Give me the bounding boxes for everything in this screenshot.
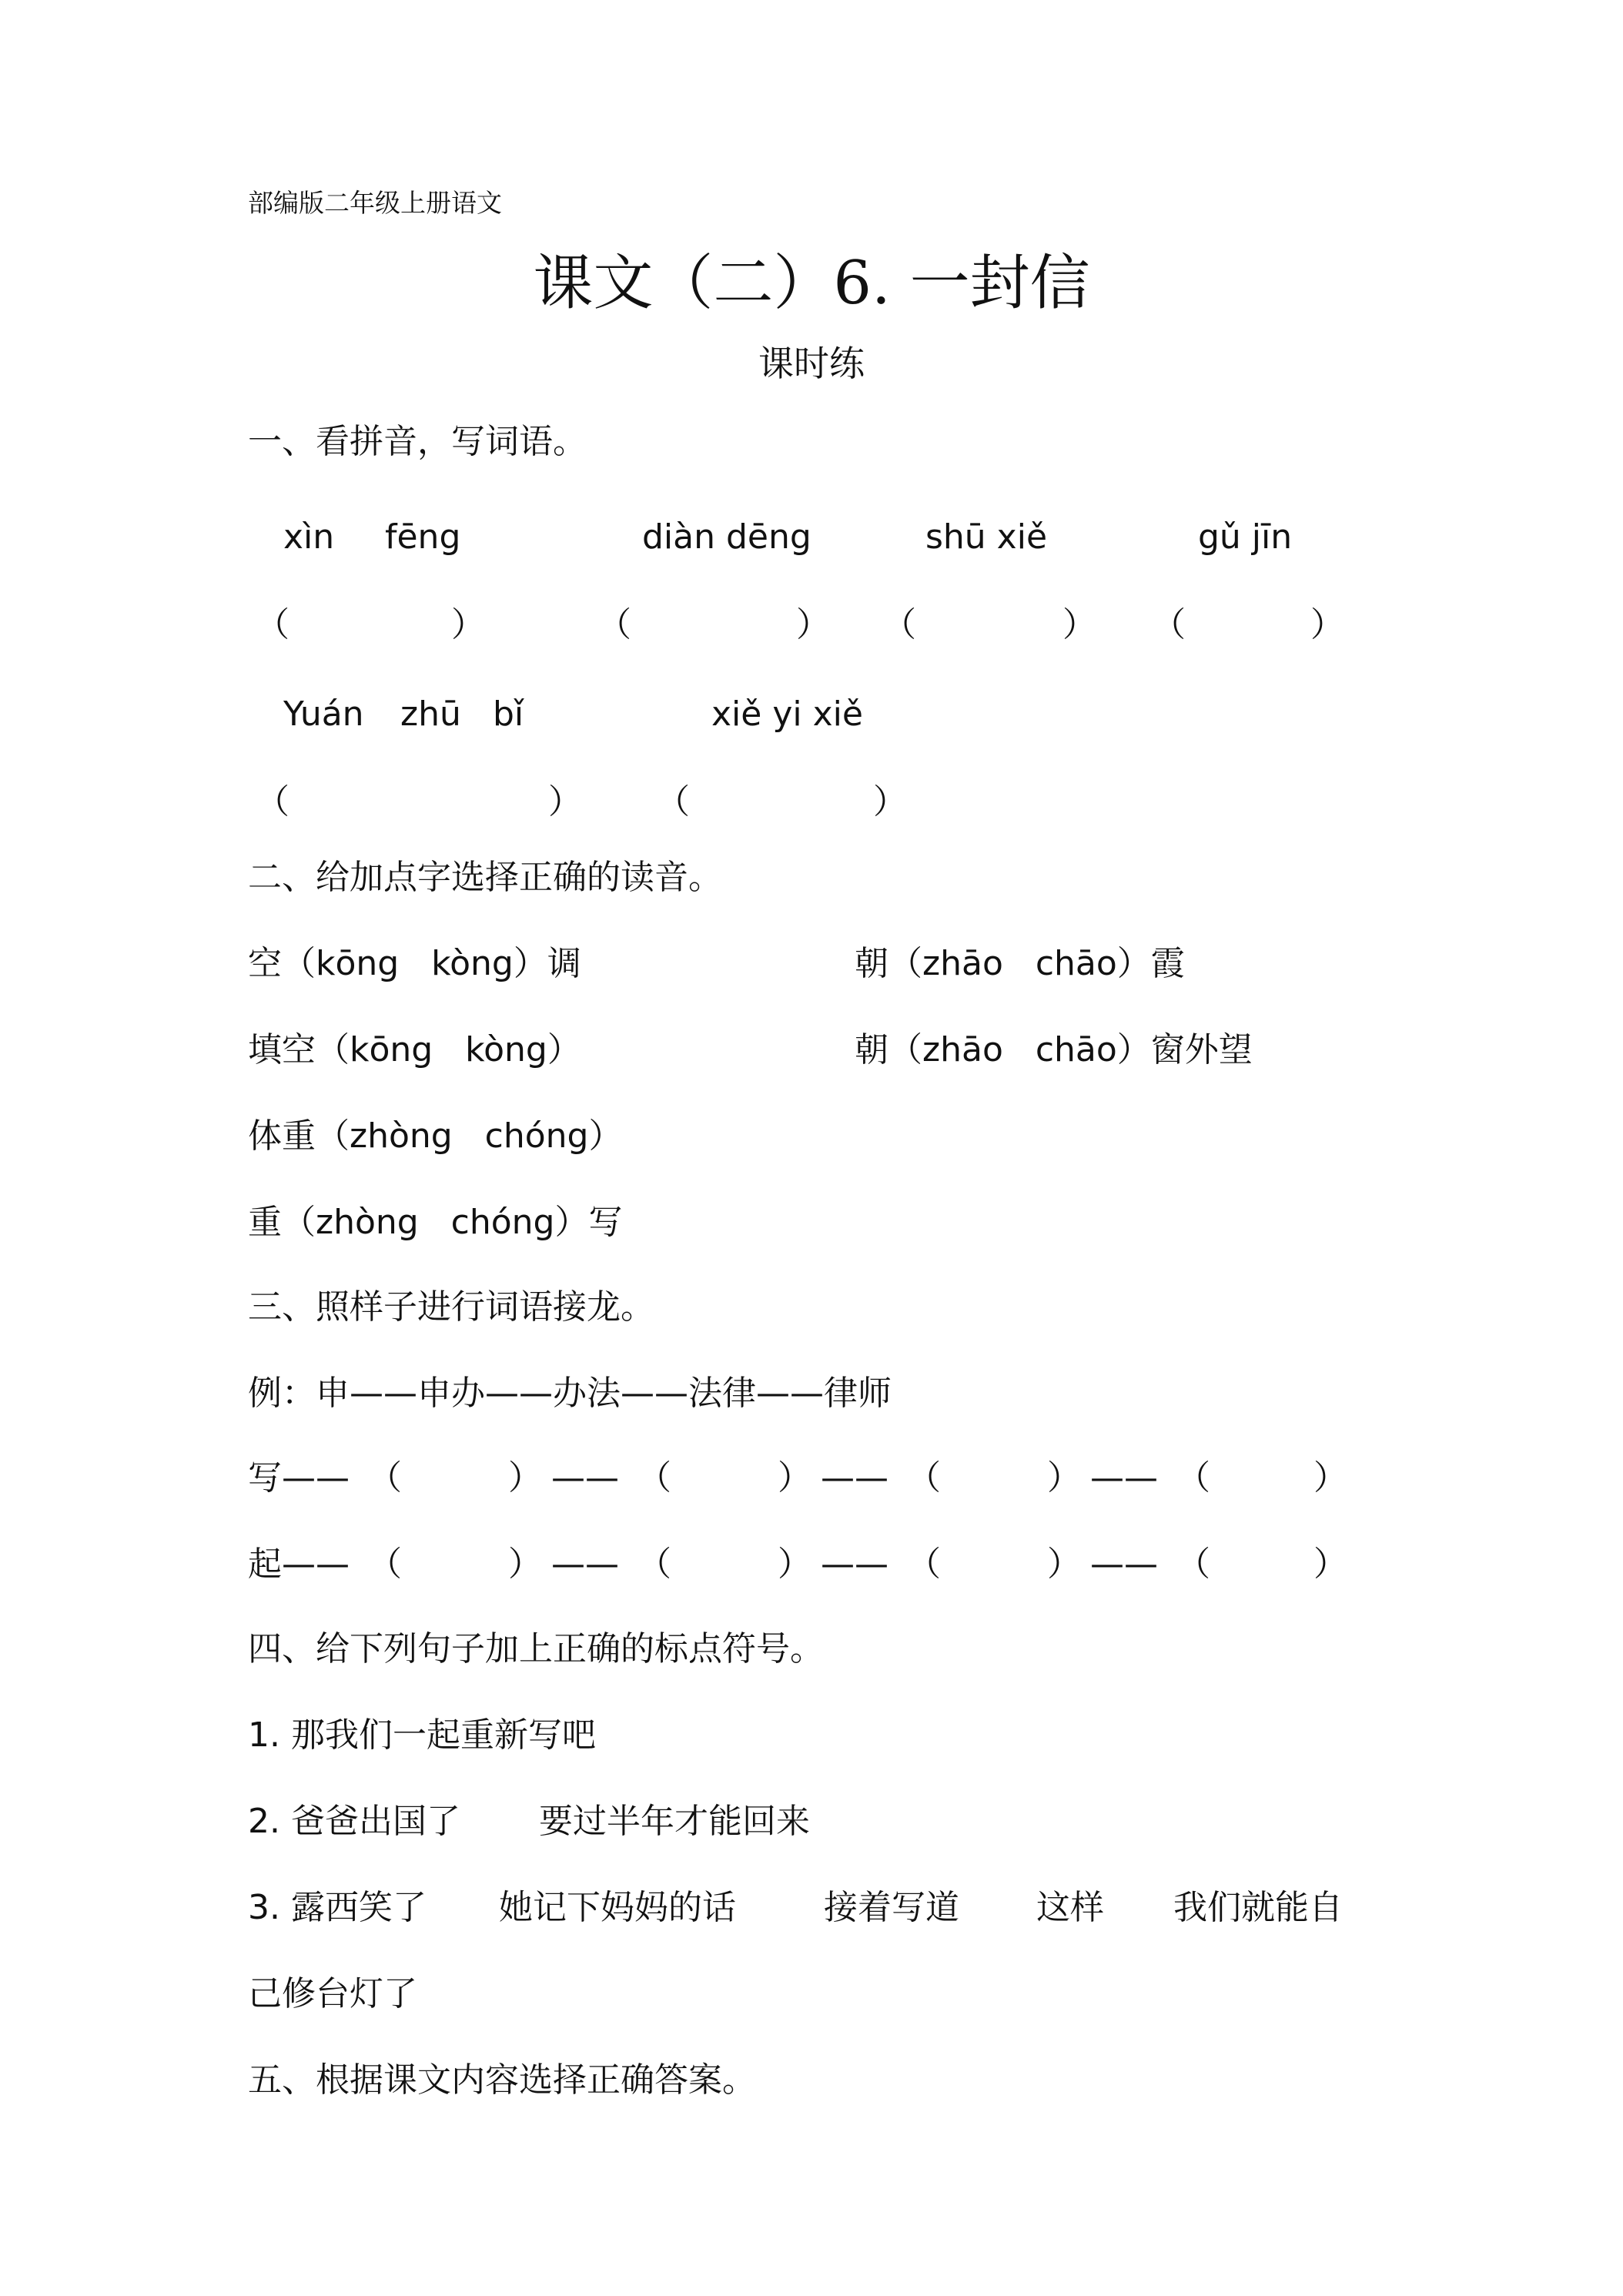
- sentence-3-part-1: 3. 露西笑了: [248, 1888, 427, 1927]
- pinyin-shuxie: shū xiě: [925, 517, 1048, 557]
- answer-blank-4-open[interactable]: （: [1152, 605, 1186, 644]
- answer-blank-4-close[interactable]: ）: [1310, 605, 1344, 644]
- answer-blank-1-open[interactable]: （: [256, 605, 289, 644]
- chain-blank-close[interactable]: ）: [1047, 1458, 1081, 1498]
- page-title: 课文（二）6. 一封信: [533, 249, 1090, 318]
- answer-blank-6-open[interactable]: （: [656, 782, 690, 822]
- chain-blank-close[interactable]: ）: [1313, 1458, 1347, 1498]
- reading-item-chongxie: 重（zhòng chóng）写: [248, 1203, 623, 1242]
- reading-item-tiankong: 填空（kōng kòng）: [248, 1030, 581, 1069]
- sentence-1: 1. 那我们一起重新写吧: [248, 1715, 596, 1755]
- chain-dash: ——: [282, 1545, 350, 1584]
- subheading: 课时练: [758, 343, 865, 384]
- sentence-2-part-2: 要过半年才能回来: [539, 1802, 810, 1841]
- sentence-3-part-2: 她记下妈妈的话: [499, 1888, 736, 1927]
- chain-dash: ——: [282, 1458, 350, 1498]
- reading-item-chaochuang: 朝（zhāo chāo）窗外望: [855, 1030, 1253, 1069]
- chain-row-2-start: 起: [248, 1545, 282, 1584]
- section-4-heading: 四、给下列句子加上正确的标点符号。: [248, 1629, 824, 1668]
- answer-blank-5-close[interactable]: ）: [548, 782, 582, 822]
- chain-blank-close[interactable]: ）: [508, 1458, 542, 1498]
- sentence-3-continuation: 己修台灯了: [248, 1974, 417, 2013]
- pinyin-xin: xìn: [283, 517, 335, 557]
- sentence-3-part-4: 这样: [1036, 1888, 1104, 1927]
- chain-blank-open[interactable]: （: [368, 1545, 402, 1584]
- answer-blank-2-close[interactable]: ）: [796, 605, 830, 644]
- reading-item-kongtiao: 空（kōng kòng）调: [248, 944, 581, 983]
- pinyin-diandeng: diàn dēng: [642, 517, 812, 557]
- pinyin-xieyixie: xiě yi xiě: [711, 694, 863, 734]
- section-5-heading: 五、根据课文内容选择正确答案。: [248, 2060, 756, 2100]
- section-3-heading: 三、照样子进行词语接龙。: [248, 1287, 654, 1327]
- chain-dash: ——: [1090, 1458, 1158, 1498]
- chain-blank-open[interactable]: （: [637, 1545, 671, 1584]
- reading-item-tizhong: 体重（zhòng chóng）: [248, 1116, 623, 1156]
- chain-example: 例：申——申办——办法——法律——律师: [248, 1374, 892, 1413]
- chain-blank-close[interactable]: ）: [1313, 1545, 1347, 1584]
- chain-blank-close[interactable]: ）: [1047, 1545, 1081, 1584]
- pinyin-bi: bǐ: [493, 694, 524, 734]
- answer-blank-1-close[interactable]: ）: [451, 605, 485, 644]
- chain-dash: ——: [1090, 1545, 1158, 1584]
- pinyin-feng: fēng: [385, 517, 461, 557]
- document-subtitle: 部编版二年级上册语文: [248, 188, 502, 218]
- chain-row-1-start: 写: [248, 1458, 282, 1498]
- answer-blank-5-open[interactable]: （: [256, 782, 289, 822]
- answer-blank-2-open[interactable]: （: [597, 605, 631, 644]
- chain-blank-open[interactable]: （: [907, 1458, 941, 1498]
- chain-blank-open[interactable]: （: [1176, 1545, 1210, 1584]
- chain-blank-close[interactable]: ）: [778, 1458, 812, 1498]
- pinyin-yuan: Yuán: [283, 694, 364, 734]
- chain-dash: ——: [821, 1458, 888, 1498]
- reading-item-zhaoxia: 朝（zhāo chāo）霞: [855, 944, 1185, 983]
- chain-dash: ——: [551, 1458, 619, 1498]
- pinyin-gujin: gǔ jīn: [1198, 517, 1293, 557]
- answer-blank-6-close[interactable]: ）: [873, 782, 907, 822]
- chain-blank-close[interactable]: ）: [508, 1545, 542, 1584]
- section-1-heading: 一、看拼音，写词语。: [248, 422, 587, 461]
- sentence-2-part-1: 2. 爸爸出国了: [248, 1802, 460, 1841]
- chain-dash: ——: [551, 1545, 619, 1584]
- sentence-3-part-3: 接着写道: [824, 1888, 959, 1927]
- chain-blank-close[interactable]: ）: [778, 1545, 812, 1584]
- answer-blank-3-close[interactable]: ）: [1062, 605, 1096, 644]
- pinyin-zhu: zhū: [400, 694, 461, 734]
- answer-blank-3-open[interactable]: （: [882, 605, 916, 644]
- chain-blank-open[interactable]: （: [637, 1458, 671, 1498]
- sentence-3-part-5: 我们就能自: [1173, 1888, 1343, 1927]
- chain-blank-open[interactable]: （: [1176, 1458, 1210, 1498]
- chain-blank-open[interactable]: （: [368, 1458, 402, 1498]
- section-2-heading: 二、给加点字选择正确的读音。: [248, 858, 722, 897]
- chain-blank-open[interactable]: （: [907, 1545, 941, 1584]
- chain-dash: ——: [821, 1545, 888, 1584]
